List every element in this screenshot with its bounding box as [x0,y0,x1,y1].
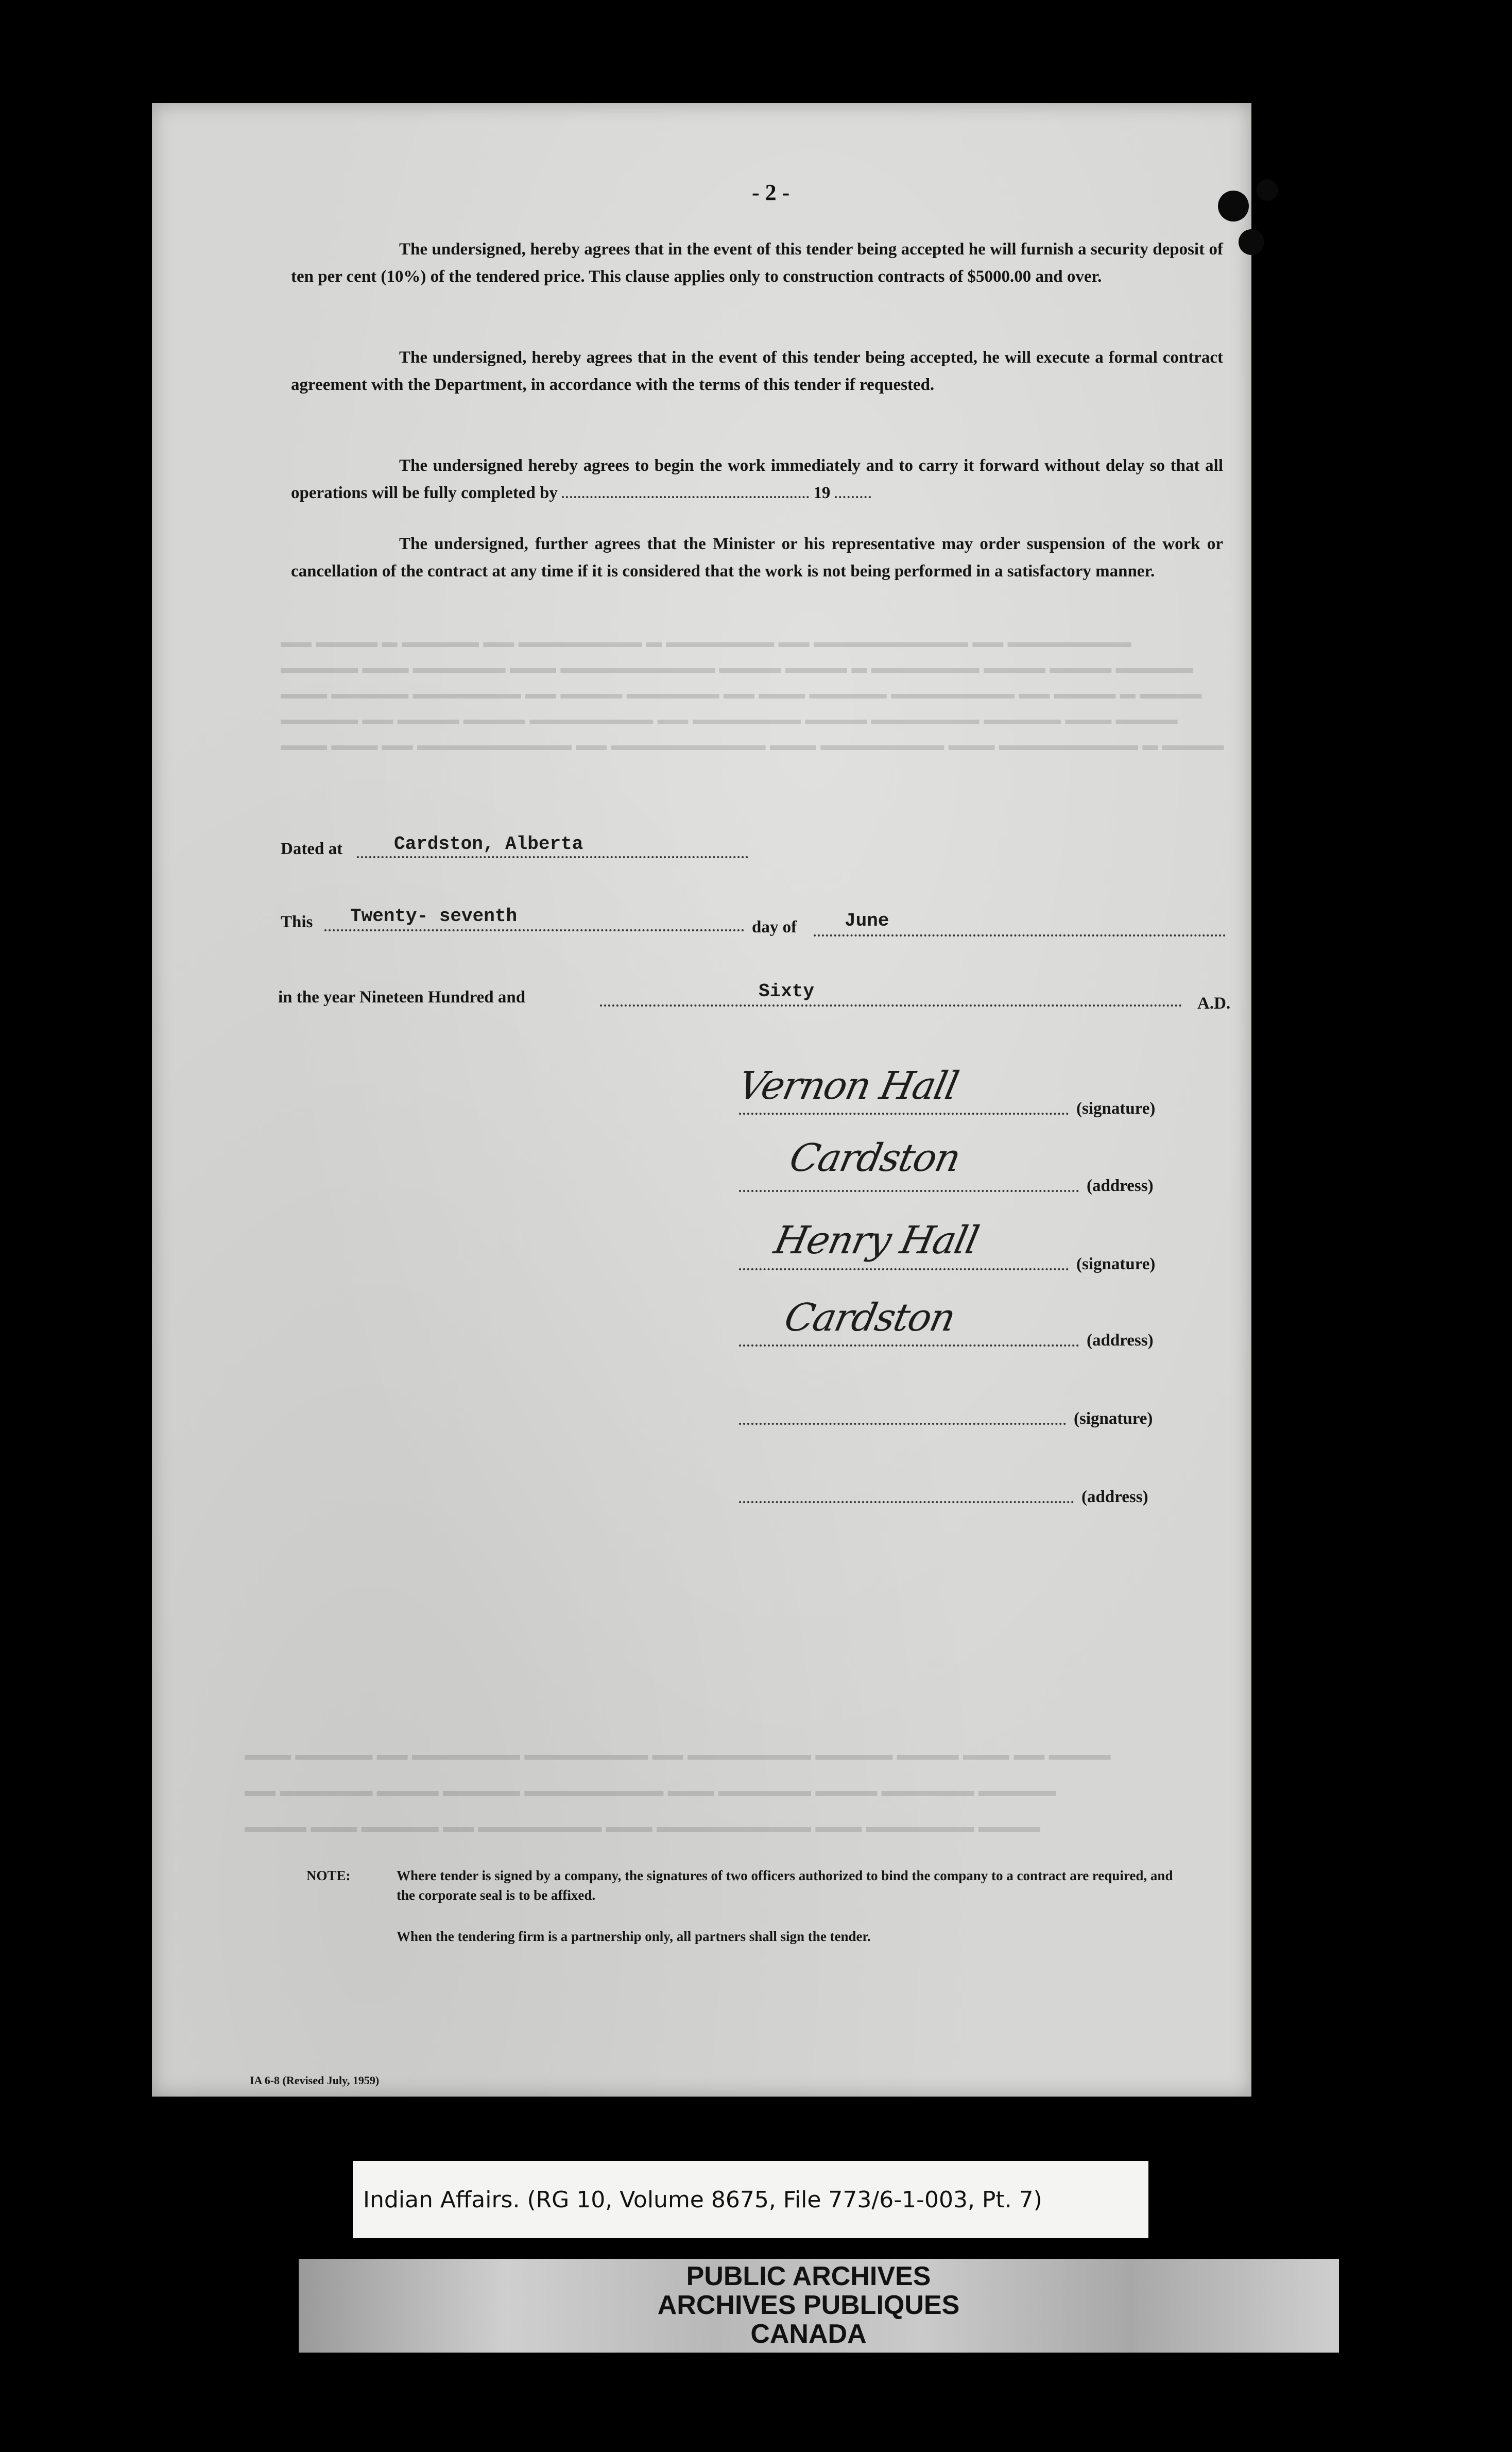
handwritten-address: Cardston [785,1136,964,1180]
handwritten-address: Cardston [780,1296,959,1340]
contract-agreement-paragraph: The undersigned, hereby agrees that in the event of this tender being accepted, he will execute a formal contract agreement with the Department, in accordance with the terms of this tender if requested. [291,348,1223,394]
day-value: Twenty- seventh [350,906,518,927]
bleed-through-text: ▬▬▬▬ ▬▬▬ ▬▬▬▬▬ ▬▬ ▬▬▬▬▬▬▬▬ ▬▬▬ ▬▬▬▬▬▬▬▬▬▬ ▬▬▬ ▬▬▬▬▬▬▬ ▬▬▬▬ [245,1818,1041,1835]
form-code: IA 6-8 (Revised July, 1959) [250,2074,380,2087]
day-line [324,929,744,931]
address-line [739,1190,1079,1192]
ad-label: A.D. [1197,994,1231,1013]
signature-line [739,1423,1066,1425]
completion-date-blank [562,486,809,498]
signature-label: (signature) [1076,1255,1156,1273]
address-line [739,1344,1079,1347]
year-line [600,1004,1182,1007]
dated-at-line [357,856,748,858]
bleed-through-text: ▬▬▬ ▬▬▬ ▬▬ ▬▬▬▬▬▬▬▬▬▬ ▬▬ ▬▬▬▬▬▬▬▬▬▬ ▬▬▬ ▬▬▬▬▬▬▬▬ ▬▬▬ ▬▬▬▬▬▬▬▬▬ ▬ ▬▬▬▬ [281,737,1224,754]
address-label: (address) [1081,1488,1148,1506]
ink-stain [1218,191,1249,222]
day-of-label: day of [752,918,797,936]
bleed-through-text: ▬▬▬▬▬ ▬▬ ▬▬▬▬ ▬▬▬▬ ▬▬▬▬▬▬▬▬ ▬▬ ▬▬▬▬▬▬▬ ▬▬▬▬ ▬▬▬▬▬▬▬ ▬▬▬▬▬ ▬▬▬ ▬▬▬▬ [281,711,1178,728]
suspension-paragraph: The undersigned, further agrees that the Minister or his representative may order suspension of the work or cancellation of the contract at any time if it is considered that the work is not being performed in a satisfactory manner. [291,535,1223,581]
dated-at-value: Cardston, Alberta [394,833,583,855]
this-label: This [281,913,313,931]
completion-year-prefix: 19 [813,484,831,502]
dated-at-label: Dated at [281,840,343,858]
ink-stain [1239,229,1264,255]
signature-label: (signature) [1076,1099,1156,1118]
year-label: in the year Nineteen Hundred and [278,988,526,1007]
archive-caption [353,2161,1148,2238]
address-label: (address) [1087,1177,1154,1195]
stamp-line: PUBLIC ARCHIVES [686,2261,931,2291]
bleed-through-text: ▬▬▬ ▬▬▬▬▬ ▬▬ ▬▬▬▬▬▬▬ ▬▬▬▬▬▬▬▬ ▬▬ ▬▬▬▬▬▬▬▬ ▬▬▬▬▬ ▬▬▬▬ ▬▬▬ ▬▬ ▬▬▬▬ [245,1746,1111,1763]
document-page [152,103,1251,2097]
month-value: June [845,910,889,931]
archives-stamp [299,2259,1339,2353]
bleed-through-text: ▬▬▬ ▬▬▬▬▬ ▬▬▬▬▬▬▬ ▬▬ ▬▬▬▬ ▬▬▬▬▬▬ ▬▬ ▬▬▬ ▬▬▬▬▬ ▬▬▬▬▬▬▬▬ ▬▬ ▬▬▬▬ ▬ ▬▬▬▬ [281,685,1202,702]
completion-text: The undersigned hereby agrees to begin the work immediately and to carry it forward without delay so that all operations will be fully completed by [291,456,1223,502]
handwritten-signature: Vernon Hall [734,1064,962,1108]
address-line [739,1501,1074,1503]
month-line [814,934,1226,936]
note-label: NOTE: [306,1868,351,1883]
bleed-through-text: ▬▬ ▬▬▬▬ ▬ ▬▬▬▬▬ ▬▬ ▬▬▬▬▬▬▬▬ ▬ ▬▬▬▬▬▬▬ ▬▬ ▬▬▬▬▬▬▬▬▬▬ ▬▬ ▬▬▬▬▬▬▬▬ [281,634,1131,651]
stamp-line: CANADA [750,2319,867,2349]
year-value: Sixty [759,981,815,1002]
completion-year-blank [835,486,871,498]
address-label: (address) [1087,1331,1154,1350]
page-number: - 2 - [752,180,790,205]
security-deposit-paragraph: The undersigned, hereby agrees that in the event of this tender being accepted he will furnish a security deposit of ten per cent (10%) of the tendered price. This clause applies only to construction contracts of $5000.00 and over. [291,240,1223,286]
signature-line [739,1268,1069,1270]
ink-stain [1257,179,1278,201]
archive-caption-text: Indian Affairs. (RG 10, Volume 8675, File 773/6-1-003, Pt. 7) [363,2186,1042,2213]
signature-line [739,1113,1069,1115]
completion-paragraph [291,452,1223,507]
archives-stamp-text [628,2262,989,2348]
note-partnership-text: When the tendering firm is a partnership only, all partners shall sign the tender. [397,1929,871,1944]
note-company-text: Where tender is signed by a company, the signatures of two officers authorized to bind the company to a contract are required, and the corporate seal is to be affixed. [397,1868,1173,1903]
stamp-line: ARCHIVES PUBLIQUES [657,2290,960,2320]
bleed-through-text: ▬▬ ▬▬▬▬▬▬ ▬▬▬▬ ▬▬▬▬▬ ▬▬▬▬▬▬▬▬▬ ▬▬▬ ▬▬▬▬▬▬ ▬▬▬▬ ▬▬▬▬▬▬ ▬▬▬▬▬ [245,1782,1056,1799]
signature-label: (signature) [1074,1409,1153,1428]
bleed-through-text: ▬▬▬▬▬ ▬▬▬ ▬▬▬▬▬▬ ▬▬▬ ▬▬▬▬▬▬▬▬▬▬ ▬▬▬▬ ▬▬▬▬ ▬ ▬▬▬▬▬▬▬ ▬▬▬▬ ▬▬▬▬ ▬▬▬▬▬ [281,659,1193,676]
handwritten-signature: Henry Hall [770,1218,982,1263]
